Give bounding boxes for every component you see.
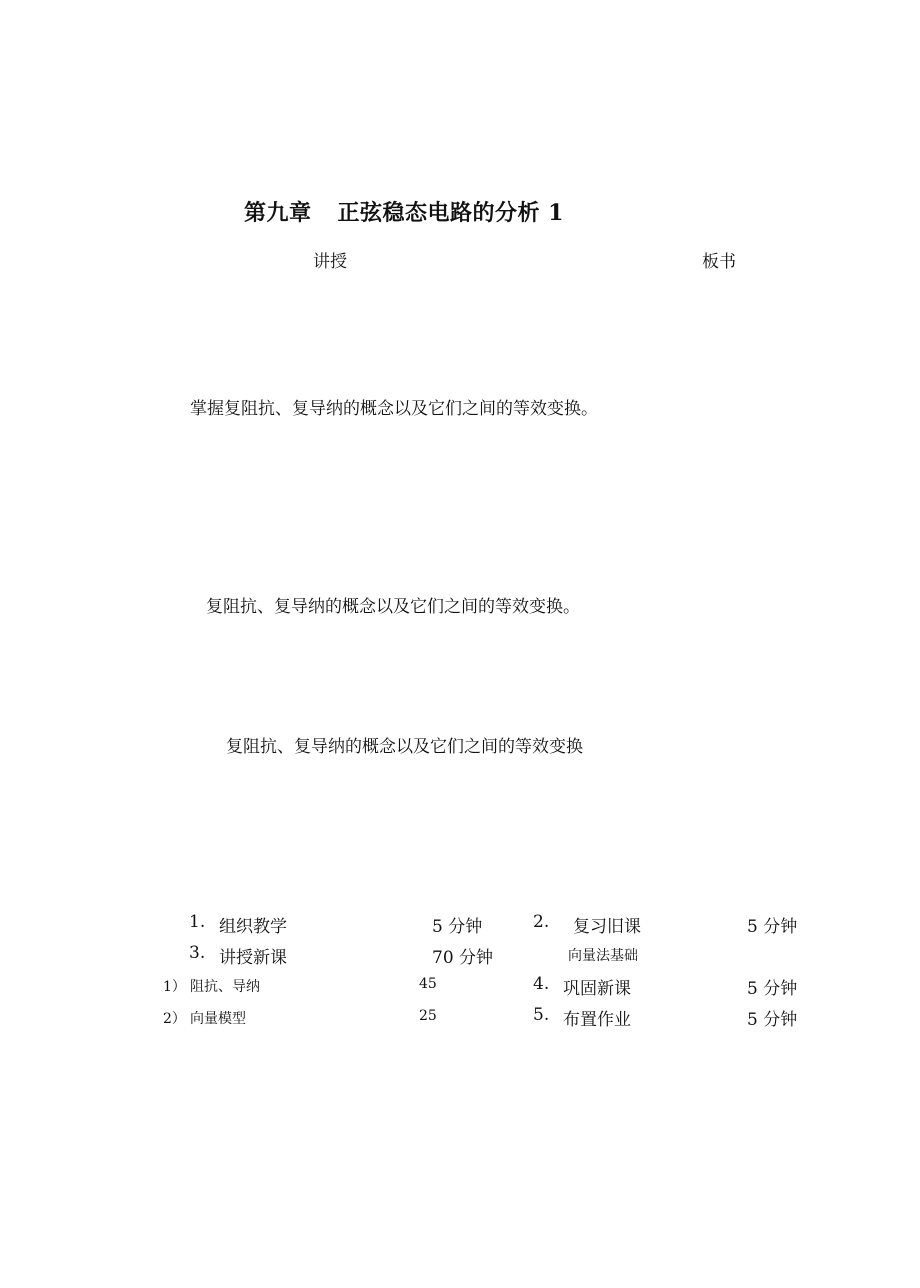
schedule-num: 4.: [533, 974, 550, 994]
schedule-num: 2.: [533, 912, 550, 932]
schedule-time: 5 分钟: [432, 917, 483, 937]
schedule-time: 5 分钟: [747, 979, 798, 999]
teaching-objective: 掌握复阻抗、复导纳的概念以及它们之间的等效变换。: [190, 399, 598, 419]
schedule-time: 5 分钟: [747, 1010, 798, 1030]
schedule-label: 组织教学: [219, 917, 287, 937]
schedule-num: 5.: [533, 1005, 550, 1025]
schedule-label: 向量模型: [190, 1011, 246, 1027]
key-point: 复阻抗、复导纳的概念以及它们之间的等效变换。: [206, 597, 580, 617]
chapter-number: 第九章: [244, 200, 312, 226]
schedule-num: 2）: [163, 1011, 186, 1027]
schedule-label: 复习旧课: [573, 917, 641, 937]
chapter-title: [244, 196, 564, 227]
schedule-time: 70 分钟: [432, 948, 494, 968]
schedule-label: 布置作业: [563, 1010, 631, 1030]
column-header-board: 板书: [702, 252, 736, 272]
schedule-time: 45: [419, 976, 437, 992]
schedule-num: 1）: [163, 979, 186, 995]
chapter-subject: 正弦稳态电路的分析 1: [337, 200, 564, 226]
difficulty: 复阻抗、复导纳的概念以及它们之间的等效变换: [226, 737, 583, 757]
schedule-num: 1.: [189, 912, 206, 932]
schedule-label: 阻抗、导纳: [190, 979, 260, 995]
schedule-label: 讲授新课: [219, 948, 287, 968]
column-header-lecture: 讲授: [313, 252, 347, 272]
schedule-num: 3.: [189, 943, 206, 963]
schedule-time: 25: [419, 1008, 437, 1024]
schedule-time: 5 分钟: [747, 917, 798, 937]
schedule-label: 巩固新课: [563, 979, 631, 999]
schedule-note: 向量法基础: [568, 948, 638, 964]
